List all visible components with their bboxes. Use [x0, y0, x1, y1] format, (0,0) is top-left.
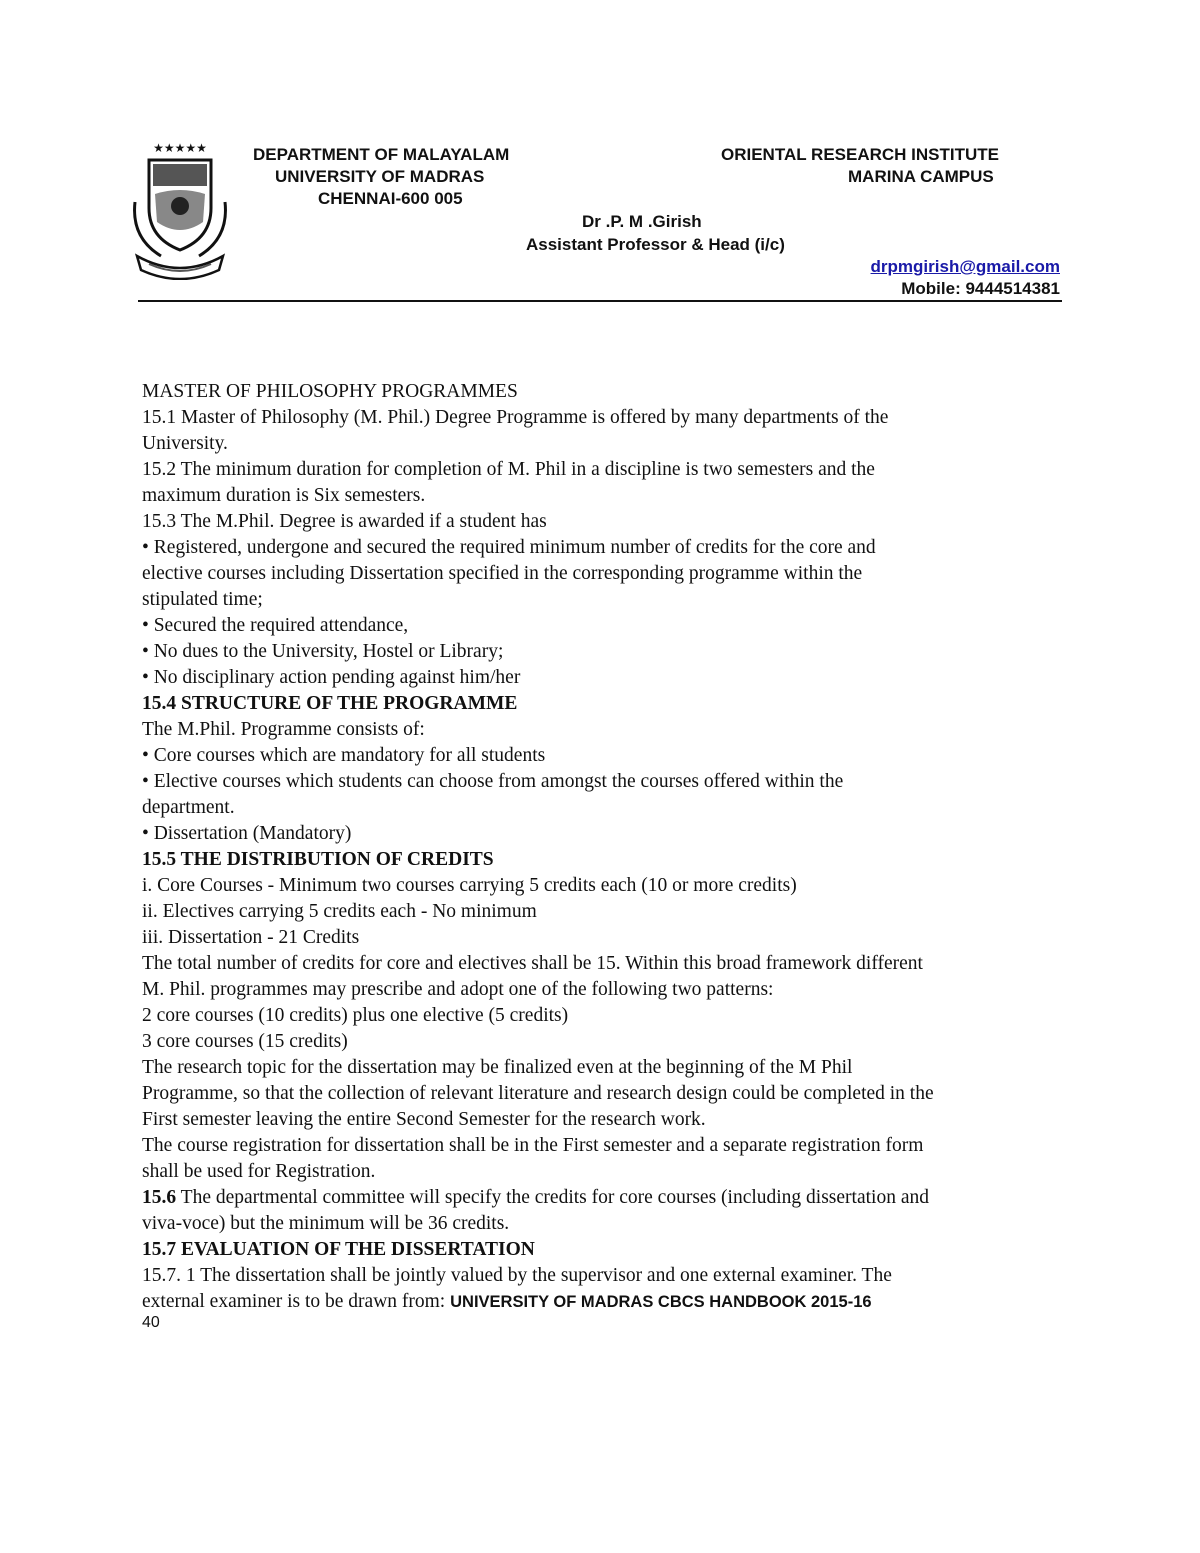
- bullet-line: • Secured the required attendance,: [142, 615, 409, 636]
- text-line: The M.Phil. Programme consists of:: [142, 719, 425, 740]
- bullet-line: • Elective courses which students can choose from amongst the courses offered within the: [142, 771, 844, 792]
- text-line: stipulated time;: [142, 589, 263, 610]
- text-line: 15.7. 1 The dissertation shall be jointly valued by the supervisor and one external examiner. The: [142, 1265, 892, 1286]
- text-line: maximum duration is Six semesters.: [142, 485, 426, 506]
- dept-name: DEPARTMENT OF MALAYALAM: [253, 145, 510, 164]
- text-line: The course registration for dissertation shall be in the First semester and a separate registration form: [142, 1135, 924, 1156]
- person-title: Assistant Professor & Head (i/c): [526, 235, 785, 254]
- bullet-line: • Registered, undergone and secured the required minimum number of credits for the core and: [142, 537, 876, 558]
- text-line: 15.2 The minimum duration for completion of M. Phil in a discipline is two semesters and the: [142, 459, 875, 480]
- text-line: First semester leaving the entire Second Semester for the research work.: [142, 1109, 706, 1130]
- text-line: iii. Dissertation - 21 Credits: [142, 927, 360, 948]
- section-title: MASTER OF PHILOSOPHY PROGRAMMES: [142, 381, 518, 402]
- text-line: shall be used for Registration.: [142, 1161, 376, 1182]
- bullet-line: • No disciplinary action pending against him/her: [142, 667, 521, 688]
- email-link[interactable]: drpmgirish@gmail.com: [870, 257, 1060, 276]
- mobile-number: Mobile: 9444514381: [901, 279, 1060, 298]
- text-line: external examiner is to be drawn from: UNIVERSITY OF MADRAS CBCS HANDBOOK 2015-16: [142, 1291, 872, 1312]
- text-line: 2 core courses (10 credits) plus one elective (5 credits): [142, 1005, 569, 1026]
- clause-number: 15.6: [142, 1187, 177, 1208]
- text-line: The total number of credits for core and electives shall be 15. Within this broad framework different: [142, 953, 923, 974]
- person-name: Dr .P. M .Girish: [582, 212, 702, 231]
- text-line: 3 core courses (15 credits): [142, 1031, 348, 1052]
- text-line: The research topic for the dissertation may be finalized even at the beginning of the M Phil: [142, 1057, 853, 1078]
- bullet-line: • No dues to the University, Hostel or Library;: [142, 641, 504, 662]
- campus-name: MARINA CAMPUS: [848, 167, 994, 186]
- bullet-line: • Core courses which are mandatory for all students: [142, 745, 546, 766]
- handbook-footer: UNIVERSITY OF MADRAS CBCS HANDBOOK 2015-16: [450, 1293, 872, 1311]
- text-line: ii. Electives carrying 5 credits each - No minimum: [142, 901, 537, 922]
- document-body: [142, 379, 1072, 1315]
- university-name: UNIVERSITY OF MADRAS: [275, 167, 485, 186]
- crest-stars: ★★★★★: [153, 141, 207, 155]
- text-line: viva-voce) but the minimum will be 36 credits.: [142, 1213, 510, 1234]
- text-line: department.: [142, 797, 235, 818]
- text-line: i. Core Courses - Minimum two courses carrying 5 credits each (10 or more credits): [142, 875, 797, 896]
- section-heading: 15.7 EVALUATION OF THE DISSERTATION: [142, 1239, 535, 1260]
- university-crest-icon: [131, 138, 229, 280]
- text-line: 15.1 Master of Philosophy (M. Phil.) Degree Programme is offered by many departments of the: [142, 407, 889, 428]
- text-line: 15.6 The departmental committee will specify the credits for core courses (including dissertation and: [142, 1187, 929, 1208]
- text-line: elective courses including Dissertation specified in the corresponding programme within the: [142, 563, 863, 584]
- text-line: Programme, so that the collection of relevant literature and research design could be completed in the: [142, 1083, 934, 1104]
- university-address: CHENNAI-600 005: [318, 189, 463, 208]
- text-line: University.: [142, 433, 228, 454]
- bullet-line: • Dissertation (Mandatory): [142, 823, 352, 844]
- section-heading: 15.4 STRUCTURE OF THE PROGRAMME: [142, 693, 518, 714]
- text-line: 15.3 The M.Phil. Degree is awarded if a student has: [142, 511, 547, 532]
- header-divider: [138, 300, 1062, 302]
- institute-name: ORIENTAL RESEARCH INSTITUTE: [721, 145, 999, 164]
- section-heading: 15.5 THE DISTRIBUTION OF CREDITS: [142, 849, 494, 870]
- text-line: M. Phil. programmes may prescribe and adopt one of the following two patterns:: [142, 979, 774, 1000]
- page-number: 40: [142, 1314, 160, 1331]
